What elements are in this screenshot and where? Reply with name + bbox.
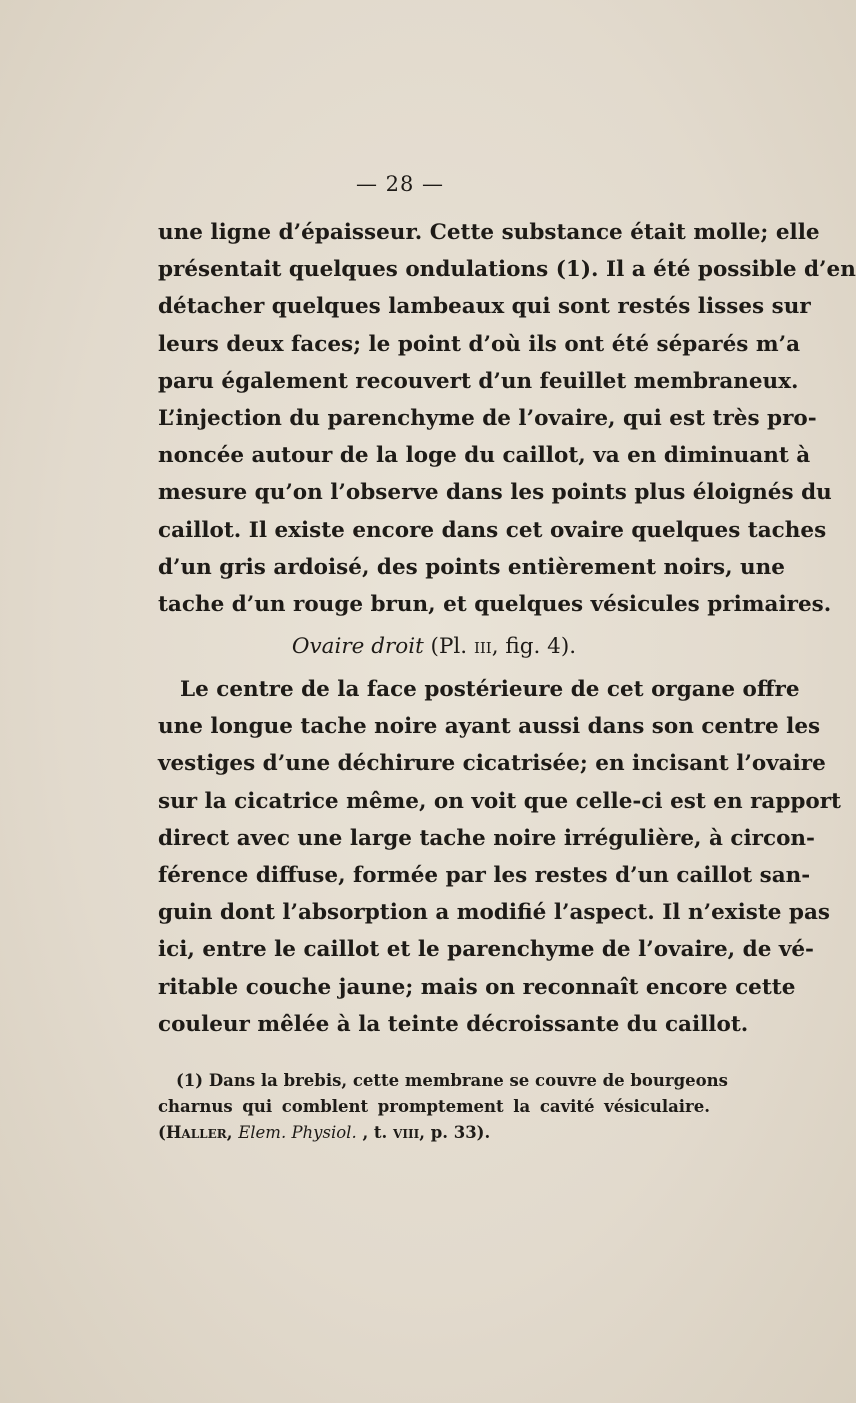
text-line: noncée autour de la loge du caillot, va en diminuant à — [158, 443, 811, 469]
text-line: direct avec une large tache noire irrégulière, à circon- — [158, 825, 815, 851]
heading-ref-open: (Pl. — [423, 634, 474, 660]
main-text — [158, 214, 856, 1043]
text-line: tache d’un rouge brun, et quelques vésicules primaires. — [158, 591, 832, 617]
footnote-line: charnus qui comblent promptement la cavité vésiculaire. — [158, 1097, 710, 1116]
paragraph-2 — [158, 671, 841, 1043]
footnote-line: (1) Dans la brebis, cette membrane se couvre de bourgeons — [176, 1071, 728, 1090]
section-heading — [158, 625, 710, 669]
heading-plate: iii — [473, 634, 492, 660]
text-line: L’injection du parenchyme de l’ovaire, qui est très pro- — [158, 405, 817, 431]
footnote-work: Elem. Physiol. — [238, 1123, 357, 1142]
page-number: — 28 — — [355, 172, 445, 196]
footnote-author: Haller — [165, 1123, 227, 1142]
text-line: d’un gris ardoisé, des points entièrement noirs, une — [158, 554, 785, 580]
text-line: ritable couche jaune; mais on reconnaît encore cette — [158, 974, 796, 1000]
text-line: détacher quelques lambeaux qui sont restés lisses sur — [158, 294, 811, 320]
footnote-end: , p. 33). — [419, 1123, 491, 1142]
text-line: caillot. Il existe encore dans cet ovaire quelques taches — [158, 517, 827, 543]
text-line: ici, entre le caillot et le parenchyme de l’ovaire, de vé- — [158, 937, 814, 963]
footnote-open: ( — [158, 1123, 166, 1142]
paragraph-1 — [158, 214, 856, 623]
text-line: vestiges d’une déchirure cicatrisée; en incisant l’ovaire — [158, 751, 826, 777]
text-line: paru également recouvert d’un feuillet membraneux. — [158, 368, 799, 394]
text-line: férence diffuse, formée par les restes d’un caillot san- — [158, 863, 811, 888]
footnote-mid: , t. — [356, 1123, 394, 1142]
footnote — [158, 1068, 728, 1146]
text-line: leurs deux faces; le point d’où ils ont été séparés m’a — [158, 331, 801, 357]
text-line: une longue tache noire ayant aussi dans son centre les — [158, 714, 821, 740]
text-line: mesure qu’on l’observe dans les points plus éloignés du — [158, 480, 832, 506]
heading-ref-close: , fig. 4). — [491, 634, 577, 660]
text-line: une ligne d’épaisseur. Cette substance était molle; elle — [158, 220, 820, 245]
text-line: couleur mêlée à la teinte décroissante du caillot. — [158, 1011, 749, 1037]
text-line: présentait quelques ondulations (1). Il a été possible d’en — [158, 257, 856, 283]
footnote-volume: viii — [393, 1123, 420, 1142]
text-line: Le centre de la face postérieure de cet organe offre — [180, 677, 800, 703]
text-line: sur la cicatrice même, on voit que celle-ci est en rapport — [158, 788, 841, 814]
footnote-sep: , — [226, 1123, 239, 1142]
heading-title: Ovaire droit — [291, 634, 424, 660]
footnote-line — [158, 1120, 710, 1146]
text-line: guin dont l’absorption a modifié l’aspect. Il n’existe pas — [158, 900, 831, 926]
